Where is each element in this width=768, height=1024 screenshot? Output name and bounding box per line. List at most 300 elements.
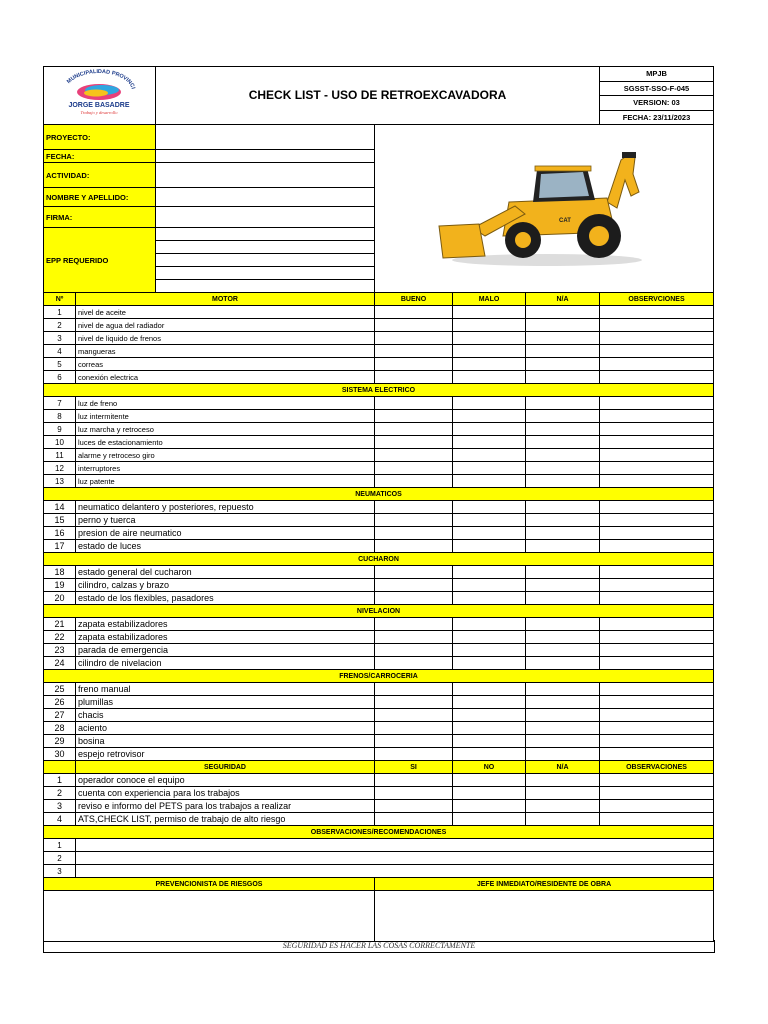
observation-cell[interactable] <box>600 566 714 579</box>
check-cell-na[interactable] <box>526 735 600 748</box>
sign-label-prevencionista: PREVENCIONISTA DE RIESGOS <box>44 878 375 891</box>
table-row <box>44 332 714 345</box>
check-cell-1[interactable] <box>375 319 453 332</box>
check-cell-2[interactable] <box>453 449 526 462</box>
check-cell-1[interactable] <box>375 345 453 358</box>
item-label: chacis <box>76 709 375 722</box>
check-cell-2[interactable] <box>453 332 526 345</box>
table-row <box>44 735 714 748</box>
item-number: 4 <box>44 813 76 826</box>
item-label: bosina <box>76 735 375 748</box>
col-obs: OBSERVCIONES <box>600 293 714 306</box>
observation-cell[interactable] <box>600 436 714 449</box>
check-cell-1[interactable] <box>375 410 453 423</box>
item-label: correas <box>76 358 375 371</box>
check-cell-1[interactable] <box>375 306 453 319</box>
col-seguridad: SEGURIDAD <box>76 761 375 774</box>
table-row <box>44 514 714 527</box>
check-cell-na[interactable] <box>526 709 600 722</box>
check-cell-na[interactable] <box>526 683 600 696</box>
section-observaciones: OBSERVACIONES/RECOMENDACIONES <box>44 826 714 839</box>
table-row <box>44 696 714 709</box>
check-cell-na[interactable] <box>526 618 600 631</box>
check-cell-2[interactable] <box>453 696 526 709</box>
item-label: nivel de aceite <box>76 306 375 319</box>
doc-date: FECHA: 23/11/2023 <box>600 110 714 125</box>
field-epp-1[interactable] <box>156 228 375 241</box>
electrico-section <box>44 397 714 488</box>
label-actividad: ACTIVIDAD: <box>44 163 156 188</box>
check-cell-2[interactable] <box>453 540 526 553</box>
observation-cell[interactable] <box>600 462 714 475</box>
table-row <box>44 306 714 319</box>
item-label: luz de freno <box>76 397 375 410</box>
check-cell-2[interactable] <box>453 566 526 579</box>
field-nombre[interactable] <box>156 188 375 207</box>
check-cell-1[interactable] <box>375 423 453 436</box>
check-cell-1[interactable] <box>375 592 453 605</box>
item-label: freno manual <box>76 683 375 696</box>
table-row <box>44 800 714 813</box>
doc-code-mpjb: MPJB <box>600 67 714 82</box>
check-cell-na[interactable] <box>526 813 600 826</box>
observation-cell[interactable] <box>600 410 714 423</box>
svg-text:CAT: CAT <box>559 218 571 224</box>
check-cell-na[interactable] <box>526 410 600 423</box>
item-label: luz patente <box>76 475 375 488</box>
check-cell-1[interactable] <box>375 709 453 722</box>
item-label: espejo retrovisor <box>76 748 375 761</box>
item-number: 1 <box>44 774 76 787</box>
check-cell-2[interactable] <box>453 722 526 735</box>
check-cell-1[interactable] <box>375 436 453 449</box>
observation-cell[interactable] <box>600 592 714 605</box>
label-nombre: NOMBRE Y APELLIDO: <box>44 188 156 207</box>
item-label: nivel de liquido de frenos <box>76 332 375 345</box>
observation-cell[interactable] <box>600 358 714 371</box>
sign-field-jefe[interactable] <box>375 891 714 942</box>
col-seg-na: N/A <box>526 761 600 774</box>
check-cell-na[interactable] <box>526 579 600 592</box>
check-cell-2[interactable] <box>453 423 526 436</box>
check-cell-na[interactable] <box>526 657 600 670</box>
label-firma: FIRMA: <box>44 207 156 228</box>
check-cell-na[interactable] <box>526 748 600 761</box>
table-row <box>44 449 714 462</box>
item-number: 25 <box>44 683 76 696</box>
check-cell-1[interactable] <box>375 501 453 514</box>
field-actividad[interactable] <box>156 163 375 188</box>
observation-cell[interactable] <box>600 631 714 644</box>
item-number: 21 <box>44 618 76 631</box>
check-cell-na[interactable] <box>526 423 600 436</box>
check-cell-na[interactable] <box>526 644 600 657</box>
item-number: 8 <box>44 410 76 423</box>
item-number: 11 <box>44 449 76 462</box>
item-number: 9 <box>44 423 76 436</box>
observation-cell[interactable] <box>600 423 714 436</box>
check-cell-na[interactable] <box>526 722 600 735</box>
field-epp-4[interactable] <box>156 267 375 280</box>
observaciones-section <box>44 839 714 878</box>
check-cell-1[interactable] <box>375 332 453 345</box>
check-cell-1[interactable] <box>375 475 453 488</box>
observation-cell[interactable] <box>600 709 714 722</box>
check-cell-na[interactable] <box>526 436 600 449</box>
observation-cell[interactable] <box>600 501 714 514</box>
check-cell-1[interactable] <box>375 683 453 696</box>
check-cell-1[interactable] <box>375 514 453 527</box>
item-number: 20 <box>44 592 76 605</box>
table-row <box>44 657 714 670</box>
item-label: neumatico delantero y posteriores, repuesto <box>76 501 375 514</box>
table-row <box>44 319 714 332</box>
check-cell-na[interactable] <box>526 397 600 410</box>
frenos-section <box>44 683 714 761</box>
item-label: zapata estabilizadores <box>76 618 375 631</box>
check-cell-na[interactable] <box>526 592 600 605</box>
item-number: 13 <box>44 475 76 488</box>
item-label: aciento <box>76 722 375 735</box>
check-cell-1[interactable] <box>375 579 453 592</box>
item-number: 27 <box>44 709 76 722</box>
table-row <box>44 865 714 878</box>
item-number: 30 <box>44 748 76 761</box>
check-cell-2[interactable] <box>453 813 526 826</box>
observation-cell[interactable] <box>600 475 714 488</box>
table-row <box>44 644 714 657</box>
check-cell-na[interactable] <box>526 774 600 787</box>
table-row <box>44 774 714 787</box>
observation-cell[interactable] <box>600 813 714 826</box>
check-cell-na[interactable] <box>526 696 600 709</box>
item-number: 3 <box>44 800 76 813</box>
item-label: parada de emergencia <box>76 644 375 657</box>
field-epp-5[interactable] <box>156 280 375 293</box>
table-row <box>44 839 714 852</box>
table-row <box>44 748 714 761</box>
check-cell-2[interactable] <box>453 631 526 644</box>
item-number: 24 <box>44 657 76 670</box>
nivelacion-section <box>44 618 714 670</box>
obs-field[interactable] <box>76 865 714 878</box>
col-na: N/A <box>526 293 600 306</box>
check-cell-2[interactable] <box>453 787 526 800</box>
check-cell-2[interactable] <box>453 371 526 384</box>
observation-cell[interactable] <box>600 774 714 787</box>
checklist-table <box>43 66 714 942</box>
table-row <box>44 722 714 735</box>
table-row <box>44 423 714 436</box>
item-number: 17 <box>44 540 76 553</box>
table-row <box>44 436 714 449</box>
check-cell-na[interactable] <box>526 371 600 384</box>
cucharon-section <box>44 566 714 605</box>
item-number: 2 <box>44 319 76 332</box>
observation-cell[interactable] <box>600 735 714 748</box>
item-label: zapata estabilizadores <box>76 631 375 644</box>
neumaticos-section <box>44 501 714 553</box>
observation-cell[interactable] <box>600 540 714 553</box>
backhoe-image-cell <box>375 125 714 293</box>
label-epp: EPP REQUERIDO <box>44 228 156 293</box>
check-cell-na[interactable] <box>526 800 600 813</box>
seguridad-section <box>44 774 714 826</box>
obs-number: 2 <box>44 852 76 865</box>
table-row <box>44 475 714 488</box>
obs-field[interactable] <box>76 839 714 852</box>
check-cell-1[interactable] <box>375 735 453 748</box>
item-number: 12 <box>44 462 76 475</box>
check-cell-2[interactable] <box>453 618 526 631</box>
item-number: 14 <box>44 501 76 514</box>
field-proyecto[interactable] <box>156 125 375 150</box>
section-cucharon: CUCHARON <box>44 553 714 566</box>
check-cell-2[interactable] <box>453 436 526 449</box>
check-cell-1[interactable] <box>375 371 453 384</box>
observation-cell[interactable] <box>600 722 714 735</box>
check-cell-2[interactable] <box>453 657 526 670</box>
check-cell-2[interactable] <box>453 579 526 592</box>
check-cell-1[interactable] <box>375 657 453 670</box>
check-cell-na[interactable] <box>526 514 600 527</box>
item-label: operador conoce el equipo <box>76 774 375 787</box>
item-label: perno y tuerca <box>76 514 375 527</box>
item-number: 26 <box>44 696 76 709</box>
observation-cell[interactable] <box>600 449 714 462</box>
col-n: Nº <box>44 293 76 306</box>
item-number: 22 <box>44 631 76 644</box>
field-epp-2[interactable] <box>156 241 375 254</box>
col-si: SI <box>375 761 453 774</box>
table-row <box>44 345 714 358</box>
check-cell-2[interactable] <box>453 527 526 540</box>
observation-cell[interactable] <box>600 787 714 800</box>
table-row <box>44 852 714 865</box>
check-cell-na[interactable] <box>526 319 600 332</box>
item-number: 4 <box>44 345 76 358</box>
table-row <box>44 410 714 423</box>
table-row <box>44 358 714 371</box>
col-malo: MALO <box>453 293 526 306</box>
check-cell-2[interactable] <box>453 306 526 319</box>
observation-cell[interactable] <box>600 319 714 332</box>
check-cell-1[interactable] <box>375 397 453 410</box>
check-cell-1[interactable] <box>375 800 453 813</box>
table-row <box>44 566 714 579</box>
item-number: 15 <box>44 514 76 527</box>
field-epp-3[interactable] <box>156 254 375 267</box>
item-number: 28 <box>44 722 76 735</box>
item-number: 5 <box>44 358 76 371</box>
check-cell-na[interactable] <box>526 566 600 579</box>
table-row <box>44 813 714 826</box>
check-cell-2[interactable] <box>453 358 526 371</box>
check-cell-2[interactable] <box>453 683 526 696</box>
item-number: 2 <box>44 787 76 800</box>
check-cell-1[interactable] <box>375 722 453 735</box>
item-label: ATS,CHECK LIST, permiso de trabajo de alto riesgo <box>76 813 375 826</box>
doc-code: SGSST-SSO-F-045 <box>600 81 714 96</box>
obs-number: 1 <box>44 839 76 852</box>
item-label: cilindro de nivelacion <box>76 657 375 670</box>
check-cell-1[interactable] <box>375 618 453 631</box>
item-number: 23 <box>44 644 76 657</box>
sign-label-jefe: JEFE INMEDIATO/RESIDENTE DE OBRA <box>375 878 714 891</box>
check-cell-2[interactable] <box>453 800 526 813</box>
doc-version: VERSION: 03 <box>600 96 714 111</box>
table-row <box>44 618 714 631</box>
table-row <box>44 683 714 696</box>
item-label: estado general del cucharon <box>76 566 375 579</box>
check-cell-1[interactable] <box>375 358 453 371</box>
observation-cell[interactable] <box>600 683 714 696</box>
table-row <box>44 371 714 384</box>
check-cell-2[interactable] <box>453 410 526 423</box>
check-cell-2[interactable] <box>453 644 526 657</box>
check-cell-na[interactable] <box>526 306 600 319</box>
item-label: luces de estacionamiento <box>76 436 375 449</box>
item-number: 10 <box>44 436 76 449</box>
observation-cell[interactable] <box>600 345 714 358</box>
check-cell-2[interactable] <box>453 397 526 410</box>
table-row <box>44 592 714 605</box>
item-label: luz intermitente <box>76 410 375 423</box>
check-cell-1[interactable] <box>375 631 453 644</box>
item-label: conexión electrica <box>76 371 375 384</box>
section-electrico: SISTEMA ELECTRICO <box>44 384 714 397</box>
check-cell-2[interactable] <box>453 319 526 332</box>
item-number: 29 <box>44 735 76 748</box>
col-bueno: BUENO <box>375 293 453 306</box>
table-row <box>44 397 714 410</box>
checklist-sheet <box>43 66 713 942</box>
sign-field-prevencionista[interactable] <box>44 891 375 942</box>
col-observaciones: OBSERVACIONES <box>600 761 714 774</box>
page-title: CHECK LIST - USO DE RETROEXCAVADORA <box>156 67 600 125</box>
observation-cell[interactable] <box>600 332 714 345</box>
obs-field[interactable] <box>76 852 714 865</box>
municipality-logo <box>44 67 154 121</box>
check-cell-2[interactable] <box>453 514 526 527</box>
check-cell-na[interactable] <box>526 345 600 358</box>
check-cell-1[interactable] <box>375 748 453 761</box>
check-cell-1[interactable] <box>375 527 453 540</box>
check-cell-2[interactable] <box>453 774 526 787</box>
observation-cell[interactable] <box>600 644 714 657</box>
item-number: 3 <box>44 332 76 345</box>
observation-cell[interactable] <box>600 371 714 384</box>
logo-name: JORGE BASADRE <box>68 102 130 109</box>
observation-cell[interactable] <box>600 527 714 540</box>
check-cell-na[interactable] <box>526 475 600 488</box>
check-cell-2[interactable] <box>453 475 526 488</box>
observation-cell[interactable] <box>600 800 714 813</box>
table-row <box>44 540 714 553</box>
observation-cell[interactable] <box>600 306 714 319</box>
check-cell-1[interactable] <box>375 813 453 826</box>
item-number: 19 <box>44 579 76 592</box>
table-row <box>44 527 714 540</box>
check-cell-na[interactable] <box>526 462 600 475</box>
check-cell-1[interactable] <box>375 540 453 553</box>
check-cell-1[interactable] <box>375 449 453 462</box>
check-cell-na[interactable] <box>526 449 600 462</box>
check-cell-na[interactable] <box>526 527 600 540</box>
label-proyecto: PROYECTO: <box>44 125 156 150</box>
item-label: estado de luces <box>76 540 375 553</box>
section-frenos: FRENOS/CARROCERIA <box>44 670 714 683</box>
item-label: presion de aire neumatico <box>76 527 375 540</box>
item-number: 6 <box>44 371 76 384</box>
section-neumaticos: NEUMATICOS <box>44 488 714 501</box>
table-row <box>44 462 714 475</box>
check-cell-na[interactable] <box>526 332 600 345</box>
footer-slogan: SEGURIDAD ES HACER LAS COSAS CORRECTAMENTE <box>43 940 715 953</box>
check-cell-2[interactable] <box>453 462 526 475</box>
check-cell-2[interactable] <box>453 592 526 605</box>
observation-cell[interactable] <box>600 748 714 761</box>
check-cell-1[interactable] <box>375 787 453 800</box>
observation-cell[interactable] <box>600 514 714 527</box>
obs-number: 3 <box>44 865 76 878</box>
check-cell-na[interactable] <box>526 358 600 371</box>
item-number: 1 <box>44 306 76 319</box>
item-label: luz marcha y retroceso <box>76 423 375 436</box>
observation-cell[interactable] <box>600 657 714 670</box>
motor-section <box>44 306 714 384</box>
observation-cell[interactable] <box>600 397 714 410</box>
item-number: 16 <box>44 527 76 540</box>
field-fecha[interactable] <box>156 150 375 163</box>
logo-cell <box>44 67 156 125</box>
item-number: 18 <box>44 566 76 579</box>
logo-tagline: Trabajo y desarrollo <box>80 110 118 115</box>
field-firma[interactable] <box>156 207 375 228</box>
observation-cell[interactable] <box>600 579 714 592</box>
label-fecha: FECHA: <box>44 150 156 163</box>
item-label: alarme y retroceso giro <box>76 449 375 462</box>
observation-cell[interactable] <box>600 696 714 709</box>
check-cell-2[interactable] <box>453 748 526 761</box>
section-nivelacion: NIVELACION <box>44 605 714 618</box>
check-cell-1[interactable] <box>375 774 453 787</box>
check-cell-2[interactable] <box>453 735 526 748</box>
table-row <box>44 709 714 722</box>
item-label: mangueras <box>76 345 375 358</box>
check-cell-na[interactable] <box>526 540 600 553</box>
table-row <box>44 579 714 592</box>
check-cell-2[interactable] <box>453 709 526 722</box>
check-cell-2[interactable] <box>453 501 526 514</box>
item-label: plumillas <box>76 696 375 709</box>
check-cell-1[interactable] <box>375 566 453 579</box>
table-row <box>44 631 714 644</box>
col-no: NO <box>453 761 526 774</box>
logo-arc-text: MUNICIPALIDAD PROVINCI <box>65 68 136 90</box>
check-cell-na[interactable] <box>526 501 600 514</box>
check-cell-na[interactable] <box>526 631 600 644</box>
check-cell-1[interactable] <box>375 462 453 475</box>
item-label: interruptores <box>76 462 375 475</box>
check-cell-1[interactable] <box>375 644 453 657</box>
check-cell-na[interactable] <box>526 787 600 800</box>
observation-cell[interactable] <box>600 618 714 631</box>
check-cell-1[interactable] <box>375 696 453 709</box>
check-cell-2[interactable] <box>453 345 526 358</box>
item-number: 7 <box>44 397 76 410</box>
item-label: cuenta con experiencia para los trabajos <box>76 787 375 800</box>
